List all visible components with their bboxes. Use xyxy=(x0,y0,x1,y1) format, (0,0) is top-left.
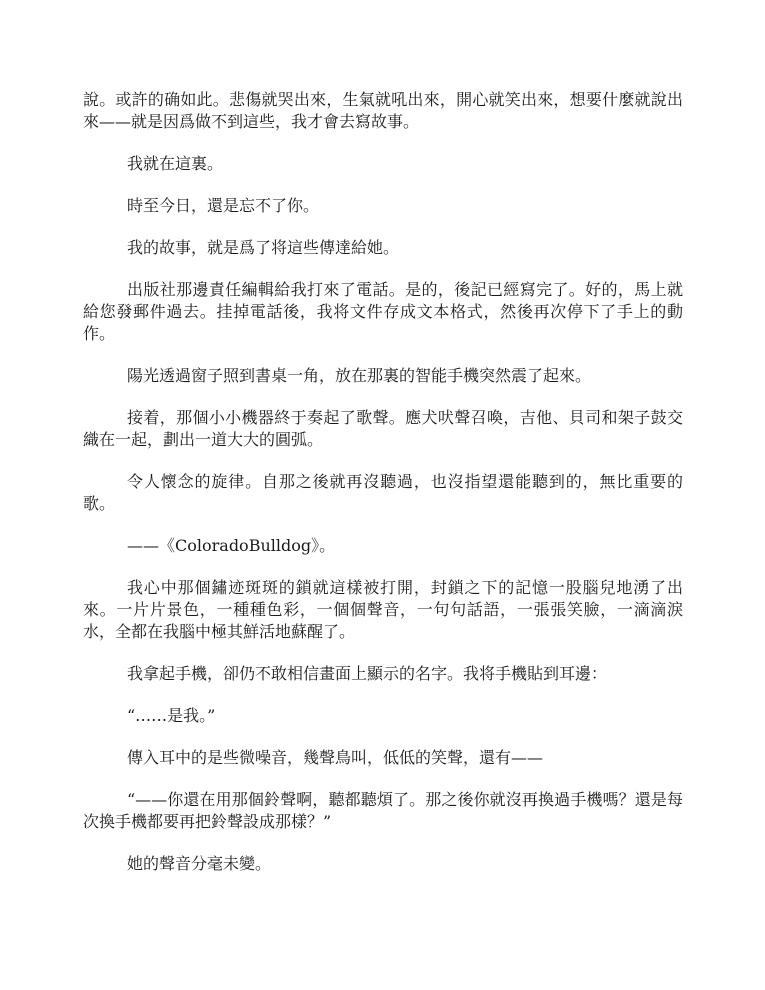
paragraph-13: 傳入耳中的是些微噪音，幾聲鳥叫，低低的笑聲，還有—— xyxy=(127,748,544,767)
paragraph-11: 我拿起手機，卻仍不敢相信畫面上顯示的名字。我将手機貼到耳邊： xyxy=(127,664,608,683)
paragraph-4: 我的故事，就是爲了将這些傳達給她。 xyxy=(127,238,400,257)
paragraph-8: 令人懷念的旋律。自那之後就再沒聽過，也沒指望還能聽到的，無比重要的歌。 xyxy=(83,472,683,513)
paragraph-9: ——《ColoradoBulldog》。 xyxy=(127,536,336,555)
paragraph-14: “——你還在用那個鈴聲啊，聽都聽煩了。那之後你就沒再換過手機嗎？還是每次換手機都要再把鈴聲設成那樣？” xyxy=(83,790,683,831)
paragraph-3: 時至今日，還是忘不了你。 xyxy=(127,196,320,215)
paragraph-2: 我就在這裏。 xyxy=(127,154,224,173)
paragraph-7: 接着，那個小小機器終于奏起了歌聲。應犬吠聲召喚，吉他、貝司和架子鼓交織在一起，劃出一道大大的圓弧。 xyxy=(83,408,683,449)
paragraph-1: 說。或許的确如此。悲傷就哭出來，生氣就吼出來，開心就笑出來，想要什麼就說出來——就是因爲做不到這些，我才會去寫故事。 xyxy=(83,90,683,131)
body-text xyxy=(83,89,683,895)
paragraph-6: 陽光透過窗子照到書桌一角，放在那裏的智能手機突然震了起來。 xyxy=(127,366,592,385)
paragraph-12: “……是我。” xyxy=(127,706,216,725)
paragraph-15: 她的聲音分毫未變。 xyxy=(127,854,272,873)
paragraph-10: 我心中那個鏽迹斑斑的鎖就這樣被打開，封鎖之下的記憶一股腦兒地湧了出來。一片片景色，一種種色彩，一個個聲音，一句句話語，一張張笑臉，一滴滴淚水，全都在我腦中極其鮮活地蘇醒了。 xyxy=(83,578,683,641)
paragraph-5: 出版社那邊責任編輯給我打來了電話。是的，後記已經寫完了。好的，馬上就給您發郵件過去。挂掉電話後，我将文件存成文本格式，然後再次停下了手上的動作。 xyxy=(83,280,683,343)
